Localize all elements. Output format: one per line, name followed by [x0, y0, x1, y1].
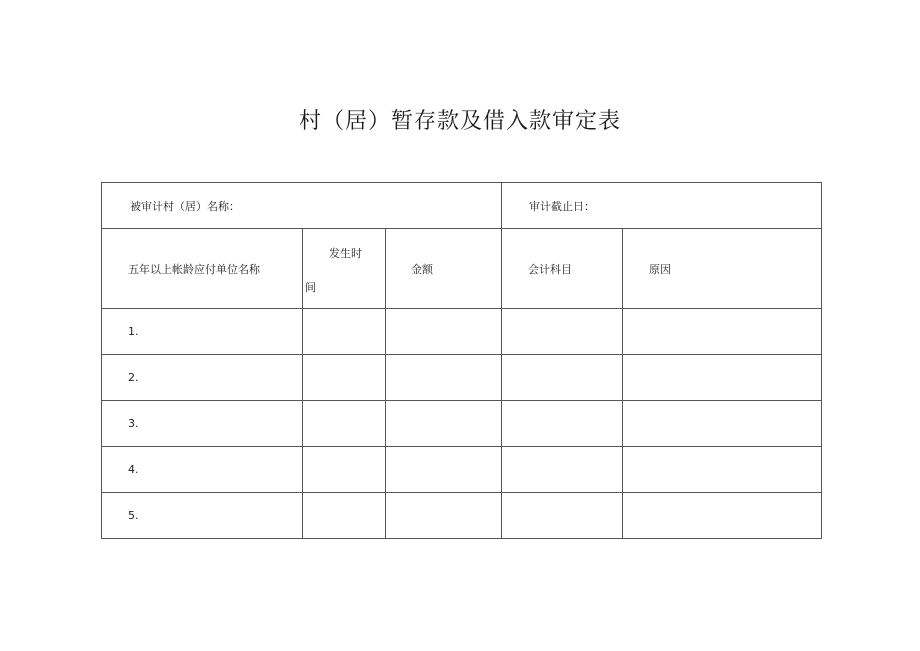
- amount-cell[interactable]: [386, 493, 502, 539]
- account-subject-cell[interactable]: [502, 309, 623, 355]
- reason-cell[interactable]: [623, 447, 822, 493]
- header-occurrence-time-line1: 发生时: [329, 247, 362, 260]
- header-payee-name: [102, 229, 303, 309]
- account-subject-cell[interactable]: [502, 447, 623, 493]
- account-subject-cell[interactable]: [502, 401, 623, 447]
- row-index-cell: [102, 309, 303, 355]
- header-reason: [623, 229, 822, 309]
- account-subject-cell[interactable]: [502, 493, 623, 539]
- row-index-cell: [102, 401, 303, 447]
- header-occurrence-time: [303, 229, 386, 309]
- header-payee-name-label: 五年以上帐龄应付单位名称: [128, 262, 260, 276]
- header-reason-label: 原因: [649, 262, 672, 276]
- reason-cell[interactable]: [623, 493, 822, 539]
- amount-cell[interactable]: [386, 355, 502, 401]
- occurrence-time-cell[interactable]: [303, 493, 386, 539]
- header-account-subject: [502, 229, 623, 309]
- info-row: [102, 183, 822, 229]
- account-subject-cell[interactable]: [502, 355, 623, 401]
- table-row: [102, 309, 822, 355]
- reason-cell[interactable]: [623, 401, 822, 447]
- row-index: 5.: [128, 509, 139, 522]
- occurrence-time-cell[interactable]: [303, 401, 386, 447]
- table-row: [102, 447, 822, 493]
- row-index: 1.: [128, 325, 139, 338]
- row-index-cell: [102, 447, 303, 493]
- audit-date-label: 审计截止日：: [529, 199, 596, 213]
- header-row: [102, 229, 822, 309]
- header-amount-label: 金额: [411, 262, 433, 276]
- table-row: [102, 355, 822, 401]
- audited-village-cell: [102, 183, 502, 229]
- occurrence-time-cell[interactable]: [303, 447, 386, 493]
- occurrence-time-cell[interactable]: [303, 309, 386, 355]
- amount-cell[interactable]: [386, 447, 502, 493]
- amount-cell[interactable]: [386, 309, 502, 355]
- audit-date-cell: [502, 183, 822, 229]
- table-row: [102, 493, 822, 539]
- occurrence-time-cell[interactable]: [303, 355, 386, 401]
- row-index-cell: [102, 493, 303, 539]
- header-account-subject-label: 会计科目: [528, 262, 573, 276]
- reason-cell[interactable]: [623, 309, 822, 355]
- header-occurrence-time-line2: 间: [305, 281, 316, 294]
- audit-table: [101, 182, 822, 539]
- header-amount: [386, 229, 502, 309]
- row-index: 4.: [128, 463, 139, 476]
- row-index: 3.: [128, 417, 139, 430]
- row-index-cell: [102, 355, 303, 401]
- row-index: 2.: [128, 371, 139, 384]
- reason-cell[interactable]: [623, 355, 822, 401]
- table-row: [102, 401, 822, 447]
- page-title: 村（居）暂存款及借入款审定表: [298, 109, 621, 134]
- amount-cell[interactable]: [386, 401, 502, 447]
- audited-village-label: 被审计村（居）名称：: [130, 199, 240, 213]
